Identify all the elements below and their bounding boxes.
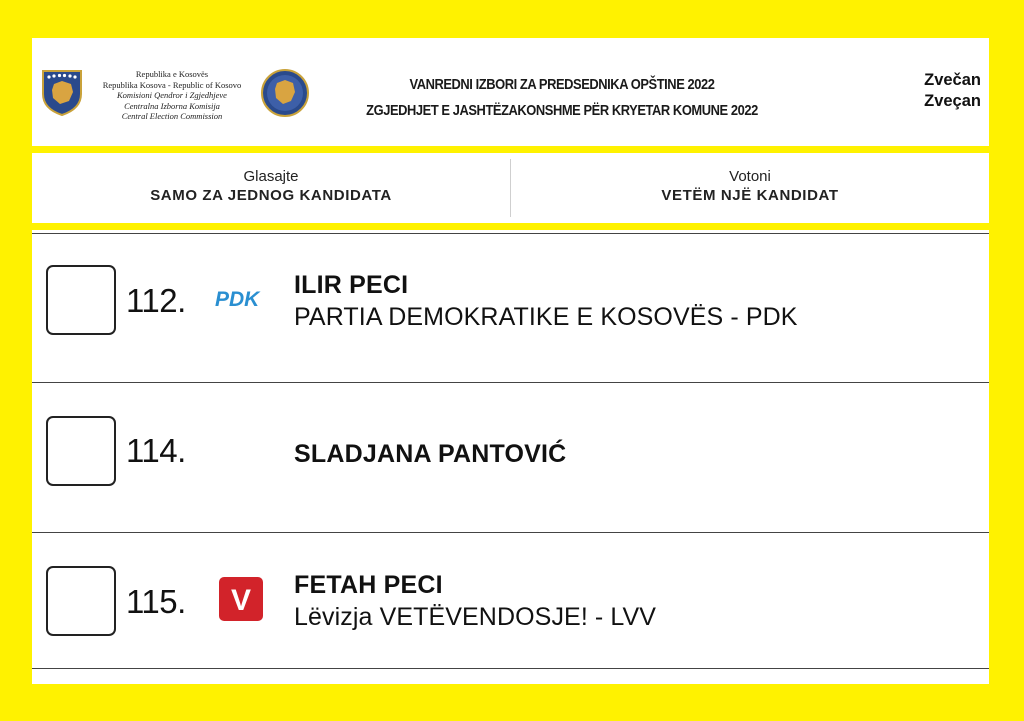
org-line: Republika Kosova - Republic of Kosovo [102, 79, 242, 90]
pdk-logo-icon [214, 287, 268, 314]
instruction-text: VETËM NJË KANDIDAT [661, 187, 839, 204]
ballot-sheet [32, 38, 989, 684]
vv-logo-text: V [230, 584, 252, 617]
municipality-albanian: Zveçan [924, 92, 981, 110]
vote-checkbox[interactable] [46, 416, 116, 486]
org-line: Centralna Izborna Komisija [124, 100, 220, 111]
organization-block [92, 69, 252, 122]
candidate-party: PARTIA DEMOKRATIKE E KOSOVËS - PDK [294, 303, 798, 331]
municipality-serbian: Zvečan [924, 71, 981, 89]
candidate-number: 112. [126, 282, 186, 319]
candidate-row [32, 234, 989, 382]
org-line: Central Election Commission [121, 111, 223, 121]
instruction-verb: Votoni [729, 168, 771, 185]
yellow-band [32, 223, 989, 230]
candidate-row [32, 533, 989, 681]
org-line: Republika e Kosovës [135, 69, 209, 79]
yellow-band [32, 146, 989, 153]
instruction-verb: Glasajte [243, 168, 299, 185]
candidate-name: SLADJANA PANTOVIĆ [294, 440, 567, 468]
pdk-logo-text: PDK [215, 288, 260, 309]
municipality-name [924, 70, 981, 112]
candidate-number: 114. [126, 432, 186, 469]
title-line-serbian: VANREDNI IZBORI ZA PREDSEDNIKA OPŠTINE 2022 [409, 76, 715, 93]
instruction-serbian [32, 168, 510, 206]
instruction-text: SAMO ZA JEDNOG KANDIDATA [150, 187, 392, 204]
vote-checkbox[interactable] [46, 566, 116, 636]
voting-instructions [32, 153, 989, 223]
election-title [364, 72, 760, 124]
vote-checkbox[interactable] [46, 265, 116, 335]
election-commission-seal-icon [260, 68, 310, 118]
candidate-party: Lëvizja VETËVENDOSJE! - LVV [294, 603, 657, 631]
vetevendosje-logo-icon [218, 576, 264, 627]
candidate-name: ILIR PECI [294, 271, 409, 299]
kosovo-coat-of-arms-icon [40, 68, 84, 116]
instruction-albanian [511, 168, 989, 206]
row-separator [32, 668, 989, 669]
candidate-row [32, 383, 989, 531]
title-line-albanian: ZGJEDHJET E JASHTËZAKONSHME PËR KRYETAR KOMUNE 2022 [366, 102, 758, 119]
candidate-name: FETAH PECI [294, 571, 443, 599]
ballot-header [32, 38, 989, 146]
candidate-number: 115. [126, 583, 186, 620]
org-line: Komisioni Qendror i Zgjedhjeve [117, 90, 227, 100]
